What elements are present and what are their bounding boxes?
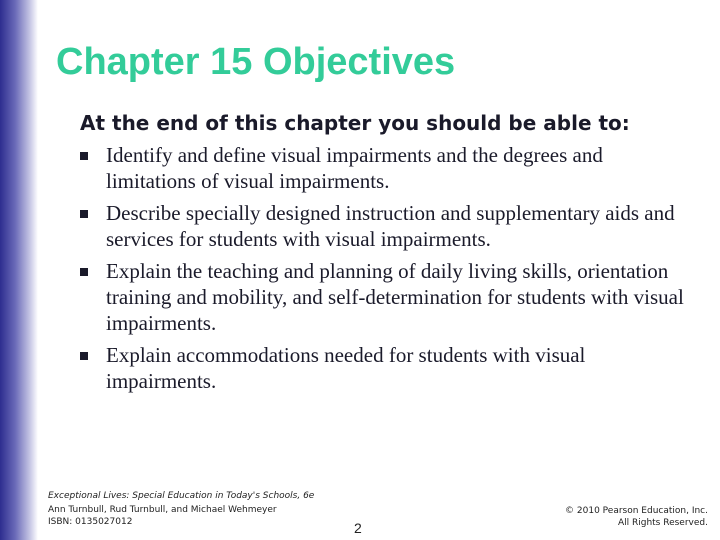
- decorative-sidebar: [0, 0, 38, 540]
- objective-text: Identify and define visual impairments and the degrees and limitations of visual impairments.: [106, 143, 603, 193]
- square-bullet-icon: [80, 352, 88, 360]
- footer-citation: [48, 490, 348, 528]
- square-bullet-icon: [80, 210, 88, 218]
- objective-text: Describe specially designed instruction and supplementary aids and services for students with visual impairments.: [106, 201, 675, 251]
- square-bullet-icon: [80, 152, 88, 160]
- slide-title: Chapter 15 Objectives: [56, 41, 456, 83]
- square-bullet-icon: [80, 268, 88, 276]
- footer-authors: Ann Turnbull, Rud Turnbull, and Michael Wehmeyer: [48, 505, 277, 515]
- intro-text: At the end of this chapter you should be able to:: [80, 111, 630, 135]
- page-number: 2: [354, 520, 362, 536]
- objective-item: [76, 142, 696, 194]
- rights-line: All Rights Reserved.: [617, 518, 708, 528]
- footer-book-title: Exceptional Lives: Special Education in Today's Schools, 6e: [48, 491, 315, 501]
- footer-isbn: ISBN: 0135027012: [48, 517, 133, 527]
- objective-item: [76, 200, 696, 252]
- objectives-list: [76, 142, 696, 400]
- copyright-line: © 2010 Pearson Education, Inc.: [565, 506, 708, 516]
- objective-item: [76, 258, 696, 336]
- footer-copyright: [508, 505, 708, 529]
- objective-text: Explain accommodations needed for students with visual impairments.: [106, 343, 586, 393]
- objective-text: Explain the teaching and planning of daily living skills, orientation training and mobility, and self-determination for students with visual impairments.: [106, 259, 684, 335]
- objective-item: [76, 342, 696, 394]
